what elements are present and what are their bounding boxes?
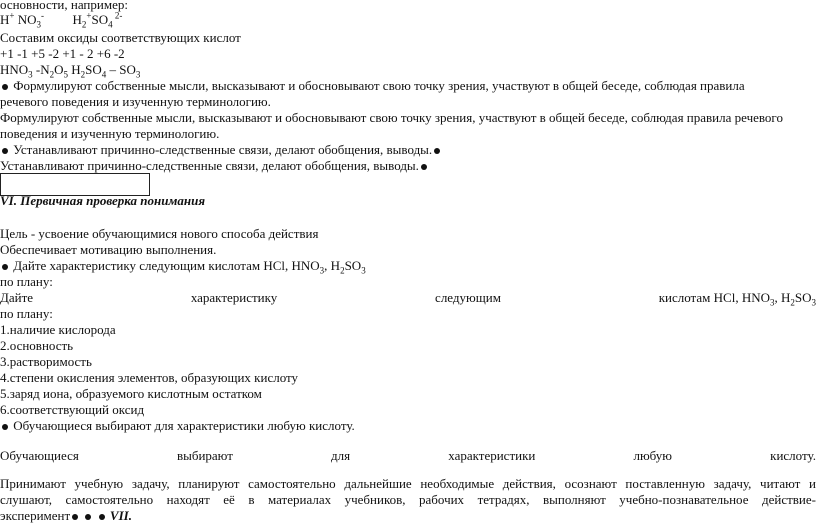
text-line: по плану: <box>0 274 53 290</box>
text-line: Составим оксиды соответствующих кислот <box>0 30 241 46</box>
text-line: основности, например: <box>0 0 128 13</box>
justified-line <box>0 290 816 306</box>
plan-item: 6.соответствующий оксид <box>0 402 144 418</box>
text: эксперимент <box>0 508 70 523</box>
text: 3 <box>136 70 141 80</box>
text: SO <box>91 12 108 27</box>
text: , H <box>774 290 790 305</box>
text: 2 <box>81 70 86 80</box>
plan-item: 1.наличие кислорода <box>0 322 116 338</box>
text: следующим <box>435 290 501 306</box>
text: + <box>9 11 14 21</box>
plan-item: 5.заряд иона, образуемого кислотным остатком <box>0 386 262 402</box>
text: 2 <box>790 298 795 308</box>
text-line: Цель - усвоение обучающимися нового способа действия <box>0 226 318 242</box>
justified-line <box>0 448 816 464</box>
text-line <box>0 158 429 174</box>
text: 2 <box>82 20 87 30</box>
text: Устанавливают причинно-следственные связи, делают обобщения, выводы. <box>13 142 432 157</box>
oxidation-line: +1 -1 +5 -2 +1 - 2 +6 -2 <box>0 46 125 62</box>
text: кислотам HCl, HNO <box>659 290 770 305</box>
text: SO <box>795 290 812 305</box>
text: Обучающиеся выбирают для характеристики любую кислоту. <box>13 418 355 433</box>
plan-item: 4.степени окисления элементов, образующих кислоту <box>0 370 298 386</box>
formula-line <box>0 12 122 28</box>
bullet-icon <box>2 84 8 90</box>
bullet-icon <box>99 514 105 520</box>
text-line: по плану: <box>0 306 53 322</box>
text-line: Принимают учебную задачу, планируют самостоятельно дальнейшие необходимые действия, осознают поставленную задачу, читают и <box>0 476 816 492</box>
text: 3 <box>361 266 366 276</box>
bullet-line <box>0 258 366 274</box>
text: 4 <box>108 20 113 30</box>
text-line: Обеспечивает мотивацию выполнения. <box>0 242 216 258</box>
text: - <box>41 11 44 21</box>
text: 3 <box>770 298 775 308</box>
bullet-icon <box>2 148 8 154</box>
bullet-icon <box>434 148 440 154</box>
bullet-icon <box>85 514 91 520</box>
text: выбирают <box>177 448 233 464</box>
bullet-line <box>0 78 745 94</box>
section-heading: VII. <box>110 508 132 523</box>
text: 2 <box>340 266 345 276</box>
text-line: речевого поведения и изученную терминологию. <box>0 94 271 110</box>
text: любую <box>633 448 672 464</box>
text: , H <box>324 258 340 273</box>
text: 3 <box>37 20 42 30</box>
text: 2- <box>113 11 123 21</box>
text: 3 <box>812 298 816 308</box>
text: 3 <box>28 70 33 80</box>
section-heading: VI. Первичная проверка понимания <box>0 193 205 209</box>
text: SO <box>85 62 102 77</box>
text-line: Формулируют собственные мысли, высказывают и обосновывают свою точку зрения, участвуют в общей беседе, соблюдая правила речевого <box>0 110 783 126</box>
bullet-icon <box>421 164 427 170</box>
text: – SO <box>106 62 136 77</box>
text: Устанавливают причинно-следственные связи, делают обобщения, выводы. <box>0 158 419 173</box>
text: для <box>331 448 350 464</box>
text: HNO <box>0 62 28 77</box>
bullet-icon <box>2 264 8 270</box>
text: H <box>73 12 82 27</box>
text: Обучающиеся <box>0 448 79 464</box>
text: -N <box>33 62 50 77</box>
text: Формулируют собственные мысли, высказывают и обосновывают свою точку зрения, участвуют в общей беседе, соблюдая правила <box>13 78 744 93</box>
plan-item: 3.растворимость <box>0 354 92 370</box>
bullet-icon <box>72 514 78 520</box>
text: SO <box>345 258 362 273</box>
text: 2 <box>50 70 55 80</box>
text: характеристику <box>191 290 277 306</box>
text: 5 <box>64 70 69 80</box>
text: 4 <box>102 70 107 80</box>
text: + <box>86 11 91 21</box>
text-line: поведения и изученную терминологию. <box>0 126 219 142</box>
bullet-line <box>0 142 442 158</box>
text: кислоту. <box>770 448 816 464</box>
bullet-icon <box>2 424 8 430</box>
bullet-line <box>0 418 355 434</box>
text: 3 <box>320 266 325 276</box>
text: H <box>68 62 81 77</box>
text: NO <box>14 12 36 27</box>
text: Дайте <box>0 290 33 306</box>
formula-line <box>0 62 140 78</box>
text-line <box>0 508 132 524</box>
text: O <box>54 62 63 77</box>
text: характеристики <box>448 448 535 464</box>
text-group <box>659 290 816 306</box>
text: Дайте характеристику следующим кислотам HCl, HNO <box>13 258 319 273</box>
text: H <box>0 12 9 27</box>
text-line: слушают, самостоятельно находят её в материалах учебников, рабочих тетрадях, выполняют учебно-познавательное действие- <box>0 492 816 508</box>
plan-item: 2.основность <box>0 338 73 354</box>
